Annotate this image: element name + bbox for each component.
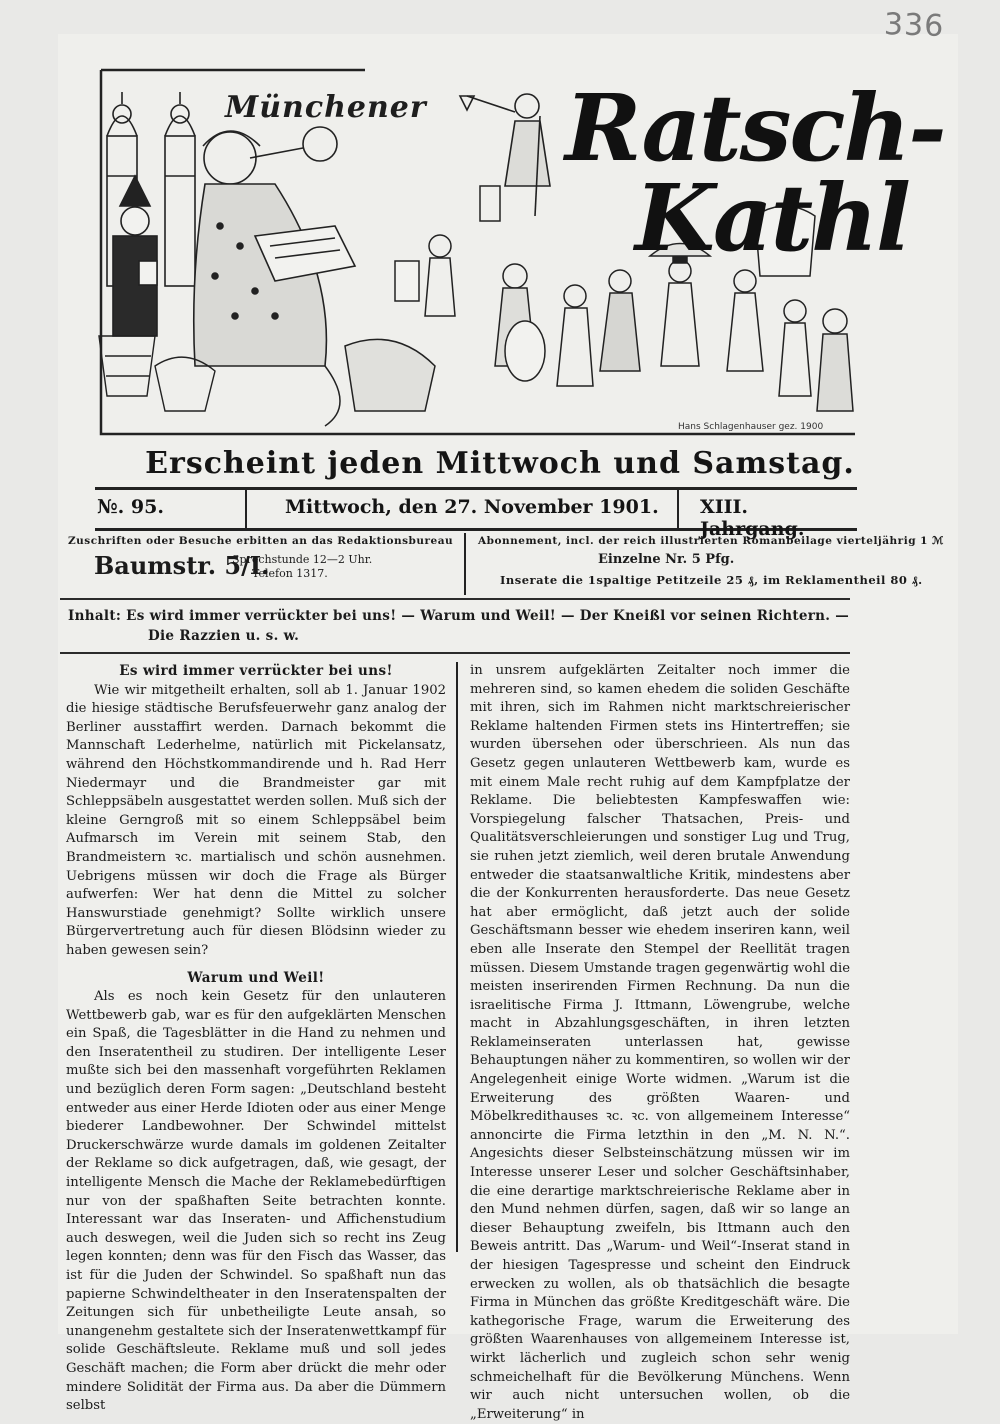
- dateline-divider: [677, 490, 679, 528]
- info-divider: [464, 533, 466, 595]
- phone-number: Telefon 1317.: [252, 567, 328, 580]
- article-body: Als es noch kein Gesetz für den unlauteren Wettbewerb gab, war es für den aufgeklärten Menschen ein Spaß, die Tagesblätter in die Hand zu nehmen und den Inseratentheil zu studiren. Der intelligente Leser mußte sich bei den massenhaft vorgeführten Reklamen und bezüglich deren Form sagen: „Deutschland besteht entweder aus einer Herde Idioten oder aus einer Menge biederer Landbewohner. Der Schwindel mittelst Druckerschwärze wurde damals im goldenen Zeitalter der Reklame so dick aufgetragen, daß, wie gesagt, der intelligente Mensch die Mache der Reklamebedürftigen nur von der spaßhaften Seite betrachten konnte. Interessant war das Inseraten- und Affichenstudium auch deswegen, weil die Juden sich so recht ins Zeug legen konnten; denn was für den Fisch das Wasser, das ist für die Juden der Schwindel. So spaßhaft nun das papierne Schwindeltheater in den Inseratenspalten der Zeitungen sich für unbetheiligte Leute ansah, so unangenehm gestaltete sich der Inseratenwettkampf für solide Geschäftsleute. Reklame muß und soll jedes Geschäft machen; die Form aber drückt die mehr oder mindere Solidität der Firma aus. Da aber die Dümmern selbst: [66, 989, 446, 1414]
- archive-number: 336: [883, 6, 945, 45]
- article-body: Wie wir mitgetheilt erhalten, soll ab 1. Januar 1902 die hiesige städtische Berufsfeuerwehr ganz analog der Berliner ausstaffirt werden. Darnach bekommt die Mannschaft Lederhelme, natürlich mit Pickelansatz, während den Höchstkommandirende und h. Rad Herr Niedermayr und die Brandmeister gar mit Schleppsäbeln ausgestattet werden sollen. Muß sich der kleine Gerngroß mit so einem Schleppsäbel beim Aufmarsch im Verein mit seinem Stab, den Brandmeistern ꝛc. martialisch und schön ausnehmen. Uebrigens müssen wir doch die Frage als Bürger aufwerfen: Wer hat denn die Mittel zu solcher Hanswurstiade genehmigt? Sollte wirklich unsere Bürgervertretung auch für diesen Blödsinn wieder zu haben gewesen sein?: [66, 682, 446, 958]
- issue-volume: XIII. Jahrgang.: [700, 496, 805, 540]
- column-divider: [456, 662, 458, 1252]
- contents-line-2: Die Razzien u. s. w.: [148, 628, 300, 644]
- publication-info: [68, 533, 944, 595]
- child-figure-drawing: [113, 176, 157, 336]
- editorial-address: Baumstr. 5/I.: [94, 551, 270, 580]
- article-column-left: [66, 662, 446, 1416]
- masthead-title-line-1: Ratsch-: [565, 74, 945, 182]
- table-of-contents: [68, 606, 898, 646]
- subscription-price: Abonnement, incl. der reich illustrierten Romanbeilage vierteljährig 1 ℳ: [478, 535, 944, 547]
- single-issue-price: Einzelne Nr. 5 Pfg.: [598, 552, 735, 567]
- rule-above-contents: [60, 598, 850, 600]
- masthead: [95, 66, 945, 438]
- illustrator-signature: Hans Schlagenhauser gez. 1900: [678, 422, 824, 432]
- contact-line: Zuschriften oder Besuche erbitten an das Redaktionsbureau: [68, 535, 454, 547]
- contents-line-1: Inhalt: Es wird immer verrückter bei uns! — Warum und Weil! — Der Kneißl vor seinen Richtern. —: [68, 608, 850, 624]
- article-headline: Warum und Weil!: [187, 969, 325, 986]
- issue-dateline: [95, 487, 857, 540]
- kathl-figure-drawing: [194, 127, 355, 366]
- rule-below-contents: [60, 652, 850, 654]
- justice-figure-drawing: [460, 94, 550, 216]
- office-hours: [232, 553, 372, 581]
- office-hours-text: Sprechstunde 12—2 Uhr.: [232, 553, 373, 566]
- issue-date: Mittwoch, den 27. November 1901.: [285, 496, 659, 518]
- advertising-rates: Inserate die 1spaltige Petitzeile 25 ₰, im Reklamentheil 80 ₰.: [500, 573, 923, 587]
- publication-tagline: Erscheint jeden Mittwoch und Samstag.: [145, 446, 855, 481]
- issue-number: №. 95.: [97, 496, 164, 518]
- article-body-continued: in unsrem aufgeklärten Zeitalter noch immer die mehreren sind, so kamen ehedem die soliden Geschäfte mit ihren, sich im Rahmen nicht marktschreierischer Reklame haltenden Firmen stets ins Hintertreffen; sie wurden übersehen oder überschrieen. Als nun das Gesetz gegen unlauteren Wettbewerb kam, wurde es mit einem Male recht ruhig auf dem Kampfplatze der Reklame. Die beliebtesten Kampfeswaffen wie: Vorspiegelung falscher Thatsachen, Preis- und Qualitätsverschleierungen und sonstiger Lug und Trug, sie ruhen jetzt ziemlich, weil deren brutale Anwendung entweder die staatsanwaltliche Kritik, mindestens aber die der Konkurrenten herausforderte. Das neue Gesetz hat aber ermöglicht, daß jetzt auch der solide Geschäftsmann besser wie ehedem inseriren kann, weil eben alle Inserate den Stempel der Reellität tragen müssen. Diesem Umstande tragen gegenwärtig wohl die meisten inserirenden Firmen Rechnung. Da nun die israelitische Firma J. Ittmann, Löwengrube, welche macht in Abzahlungsgeschäften, in ihren letzten Reklameinseraten unterlassen hat, gewisse Behauptungen näher zu kommentiren, so wollen wir der Angelegenheit einige Worte widmen. „Warum ist die Erweiterung des größten Waaren- und Möbelkredithauses ꝛc. ꝛc. von allgemeinem Interesse“ annoncirte die Firma letzthin in den „M. N. N.“. Angesichts dieser Selbsteinschätzung müssen wir im Interesse unserer Leser und solcher Geschäftsinhaber, die eine derartige marktschreierische Reklame aber in den Mund nehmen dürfen, sagen, daß wir so lange an dieser Behauptung zweifeln, bis Ittmann auch den Beweis antritt. Das „Warum- und Weil“-Inserat stand in der hiesigen Tagespresse und scheint den Eindruck erwecken zu wollen, als ob thatsächlich die besagte Firma in München das größte Kreditgeschäft wäre. Die kathegorische Frage, warum die Erweiterung des größten Waarenhauses von allgemeinem Interesse ist, wirkt lächerlich und zugleich schon sehr wenig schmeichelhaft für die Bevölkerung Münchens. Wenn wir auch nicht untersuchen wollen, ob die „Erweiterung“ in: [470, 663, 850, 1422]
- dateline-divider: [245, 490, 247, 528]
- article-headline: Es wird immer verrückter bei uns!: [119, 663, 393, 679]
- masthead-title-small: Münchener: [225, 90, 427, 125]
- masthead-title-line-2: Kathl: [635, 164, 909, 272]
- article-column-right: [470, 662, 850, 1424]
